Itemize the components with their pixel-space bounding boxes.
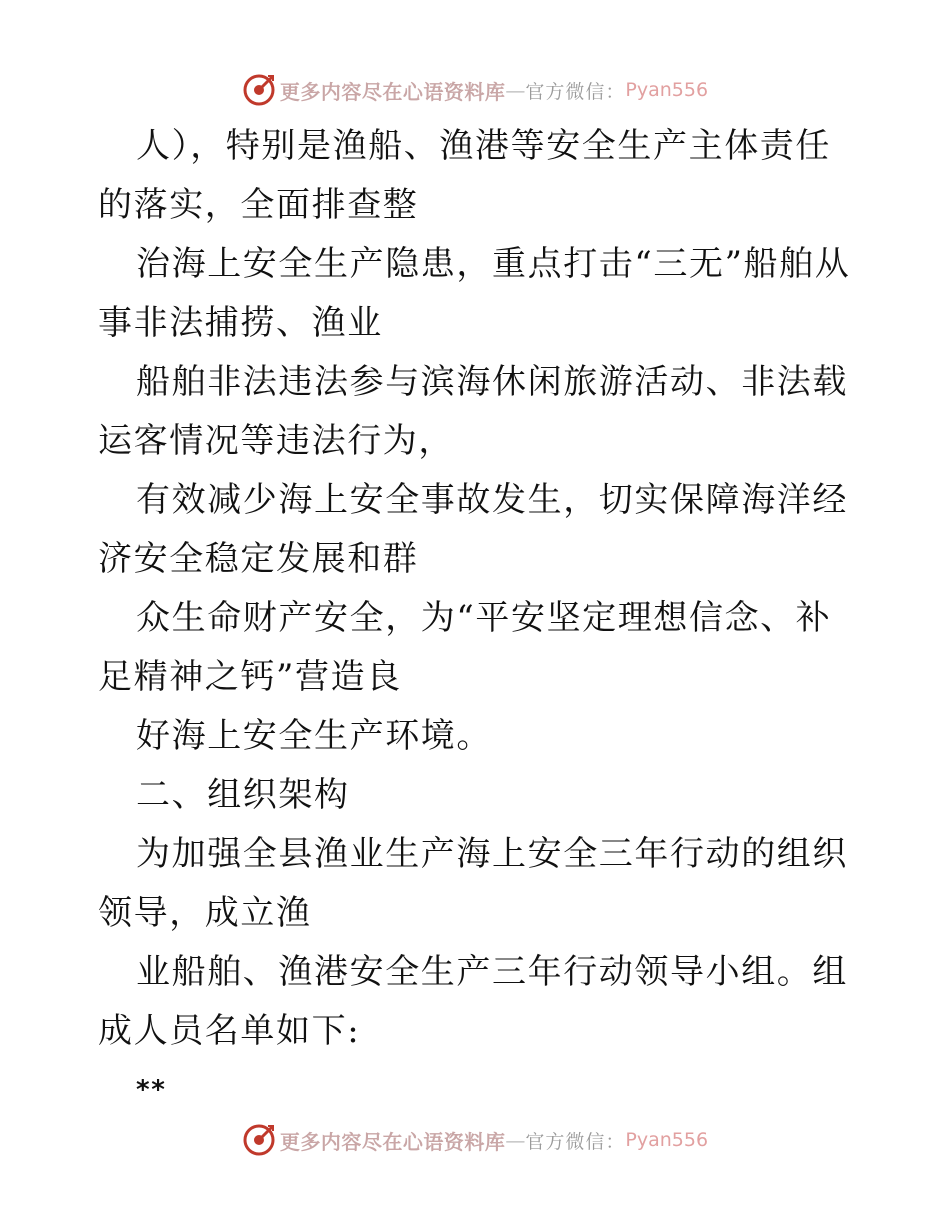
paragraph: 人），特别是渔船、渔港等安全生产主体责任的落实，全面排查整 [98,126,831,225]
paragraph: 有效减少海上安全事故发生，切实保障海洋经济安全稳定发展和群 [98,480,848,579]
header-watermark-banner [0,70,950,110]
banner-separator: — [505,1128,526,1152]
paragraph: 业船舶、渔港安全生产三年行动领导小组。组成人员名单如下: [98,952,848,1051]
banner-main-text: 更多内容尽在心语资料库 [279,1129,506,1154]
logo-icon [242,1123,276,1157]
paragraph: 为加强全县渔业生产海上安全三年行动的组织领导，成立渔 [98,834,848,933]
trailing-mark: ** [136,1075,167,1105]
banner-main-text: 更多内容尽在心语资料库 [279,79,506,104]
paragraph: 船舶非法违法参与滨海休闲旅游活动、非法载运客情况等违法行为， [98,362,848,461]
banner-wechat-label: 官方微信： [525,80,626,103]
section-heading: 二、组织架构 [136,775,350,815]
footer-watermark-banner [0,1120,950,1160]
paragraph: 众生命财产安全，为“平安坚定理想信念、补足精神之钙”营造良 [98,598,832,697]
banner-separator: — [505,78,526,102]
document-body [98,117,858,1120]
banner-wechat-id: Pyan556 [625,79,709,101]
logo-icon [242,73,276,107]
banner-wechat-label: 官方微信： [525,1130,626,1153]
paragraph: 好海上安全生产环境。 [136,716,492,756]
paragraph: 治海上安全生产隐患，重点打击“三无”船舶从事非法捕捞、渔业 [98,244,851,343]
banner-wechat-id: Pyan556 [625,1129,709,1151]
